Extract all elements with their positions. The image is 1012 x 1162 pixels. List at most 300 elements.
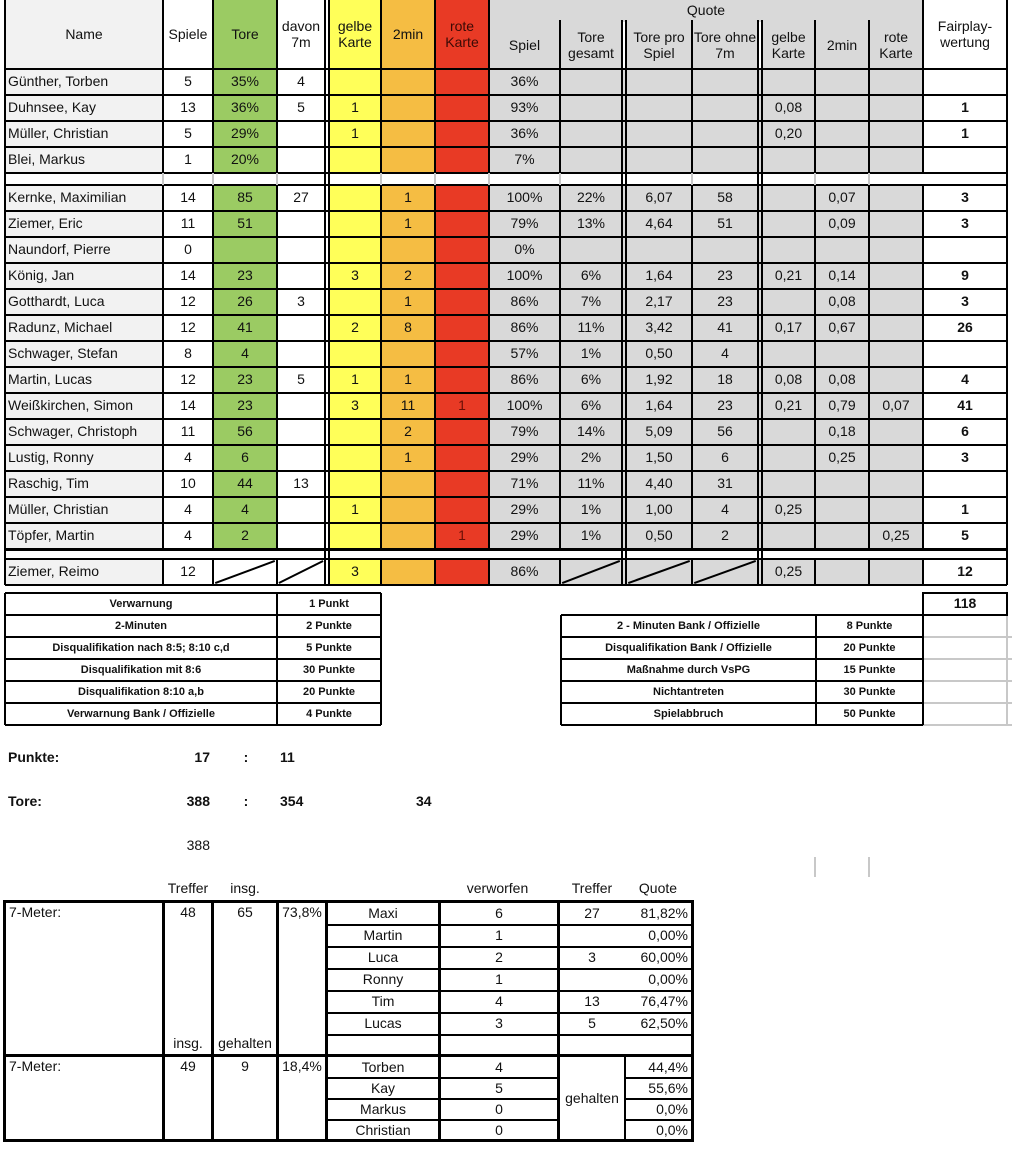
col-divider [162, 185, 164, 549]
cell-q-tps: 1,92 [626, 367, 692, 393]
punkte-label: Punkte: [8, 749, 60, 766]
cell-q-gelb: 0,17 [762, 315, 815, 341]
cell-q-spiel: 93% [489, 95, 560, 121]
header-quote-spiel: Spiel [508, 36, 541, 53]
cell-q-2min: 0,08 [815, 289, 869, 315]
cell-davon7m [277, 341, 325, 367]
cell-tore: 44 [213, 471, 277, 497]
cell-fair: 1 [961, 99, 969, 116]
cell-name: Lustig, Ronny [5, 445, 163, 471]
cell-q-2min: 0,14 [815, 263, 869, 289]
cell-name: Raschig, Tim [5, 471, 163, 497]
col-divider [814, 559, 816, 585]
cell-tore: 23 [213, 263, 277, 289]
cell-q-tps [626, 147, 692, 173]
cell-q-tg: 1% [560, 497, 622, 523]
cell-name: Martin, Lucas [5, 367, 163, 393]
cell-spiele: 5 [184, 73, 192, 90]
cell-q-gelb [762, 445, 815, 471]
cell-gelb [329, 185, 381, 211]
col-divider [624, 1057, 626, 1139]
cell-rot [435, 445, 489, 471]
rule-label: Disqualifikation Bank / Offizielle [605, 641, 772, 654]
rule-label: Verwarnung Bank / Offizielle [67, 707, 215, 720]
cell-zwei: 1 [381, 445, 435, 471]
cell-q-tps [626, 121, 692, 147]
keeper-value: 0 [495, 1100, 503, 1117]
cell-spiele: 11 [180, 215, 196, 232]
cell-tore: 26 [213, 289, 277, 315]
cell-q-tps: 6,07 [626, 185, 692, 211]
cell-q-gelb [762, 471, 815, 497]
row-divider [5, 340, 1007, 342]
col-divider [625, 173, 627, 185]
rule-points: 5 Punkte [306, 641, 352, 654]
col-divider [4, 0, 6, 69]
col-divider [328, 173, 330, 185]
header-treffer-2: Treffer [571, 880, 613, 897]
col-divider [1006, 559, 1008, 585]
shooter-treffer: 3 [588, 949, 596, 966]
cell-zwei: 1 [381, 367, 435, 393]
cell-davon7m [277, 121, 325, 147]
cell-q-spiel: 86% [489, 559, 560, 585]
cell-fair: 6 [961, 423, 969, 440]
shooter-quote: 81,82% [640, 905, 688, 922]
header-name: Name [65, 25, 103, 42]
cell-gelb: 3 [329, 393, 381, 419]
grid-fragment [162, 173, 164, 185]
row-divider [325, 1034, 694, 1036]
cell-fair: 1 [961, 125, 969, 142]
col-divider [328, 559, 330, 585]
cell-q-rot: 0,25 [869, 523, 923, 549]
cell-rot [435, 121, 489, 147]
cell-fair: 3 [961, 215, 969, 232]
cell-q-tg: 14% [560, 419, 622, 445]
cell-name: Kernke, Maximilian [5, 185, 163, 211]
cell-q-spiel: 71% [489, 471, 560, 497]
col-divider [380, 185, 382, 549]
shooter-verworfen: 4 [495, 993, 503, 1010]
cell-tore: 6 [213, 445, 277, 471]
cell-gelb [329, 147, 381, 173]
cell-q-rot [869, 289, 923, 315]
row-divider [5, 496, 1007, 498]
row-divider [5, 236, 1007, 238]
table-border [3, 900, 6, 1142]
header-quote: Quote [638, 880, 678, 897]
cell-q-tps: 1,00 [626, 497, 692, 523]
cell-zwei [381, 341, 435, 367]
cell-q-to7 [692, 95, 758, 121]
rule-label: Disqualifikation mit 8:6 [80, 663, 202, 676]
keeper-name: Torben [361, 1058, 405, 1075]
cell-name: Ziemer, Eric [5, 211, 163, 237]
grid-fragment [380, 173, 382, 185]
cell-gelb [329, 341, 381, 367]
cell-q-gelb [762, 147, 815, 173]
cell-q-2min: 0,07 [815, 185, 869, 211]
cell-q-tps: 5,09 [626, 419, 692, 445]
punkte-minus: 11 [280, 749, 295, 766]
cell-davon7m [277, 237, 325, 263]
cell-tore: 20% [213, 147, 277, 173]
tore-plus: 388 [186, 793, 210, 810]
cell-q-spiel: 29% [489, 497, 560, 523]
header-verworfen: verworfen [466, 880, 529, 897]
col-divider [691, 559, 693, 585]
cell-spiele: 12 [180, 563, 196, 580]
cell-spiele: 14 [180, 397, 196, 414]
keeper-value: 4 [495, 1058, 503, 1075]
cell-davon7m [277, 393, 325, 419]
cell-q-2min [815, 121, 869, 147]
cell-fair [923, 471, 1007, 497]
col-divider [324, 173, 326, 185]
header-quote-tore-pro-spiel: Tore pro Spiel [633, 29, 685, 61]
grid-fragment [868, 857, 870, 877]
col-divider [328, 69, 330, 173]
col-divider [488, 0, 490, 69]
cell-zwei: 11 [381, 393, 435, 419]
cell-q-2min [815, 341, 869, 367]
cell-gelb: 3 [329, 559, 381, 585]
row-divider [5, 522, 1007, 524]
cell-gelb [329, 237, 381, 263]
rule-points: 2 Punkte [306, 619, 352, 632]
cell-zwei [381, 147, 435, 173]
cell-q-2min: 0,79 [815, 393, 869, 419]
cell-q-spiel: 7% [489, 147, 560, 173]
cell-q-tps: 1,64 [626, 263, 692, 289]
cell-zwei [381, 559, 435, 585]
grid-fragment [923, 636, 1012, 638]
cell-spiele: 14 [180, 189, 196, 206]
rule-label: Maßnahme durch VsPG [626, 663, 751, 676]
cell-gelb: 3 [329, 263, 381, 289]
cell-fair: 12 [957, 563, 973, 580]
cell-spiele: 14 [180, 267, 196, 284]
col-divider [761, 185, 763, 549]
cell-gelb: 1 [329, 497, 381, 523]
keeper-value: 0 [495, 1121, 503, 1138]
cell-spiele: 4 [184, 527, 192, 544]
cell-zwei: 1 [381, 211, 435, 237]
cell-davon7m [277, 147, 325, 173]
shooter-treffer: 5 [588, 1015, 596, 1032]
col-divider [761, 69, 763, 173]
cell-q-to7: 2 [692, 523, 758, 549]
cell-davon7m [277, 445, 325, 471]
col-divider [868, 559, 870, 585]
rule-label: Spielabbruch [653, 707, 724, 720]
col-divider [625, 185, 627, 549]
col-divider [559, 185, 561, 549]
rule-points: 1 Punkt [309, 597, 349, 610]
col-divider [761, 173, 763, 185]
header-fairplay: Fairplay-wertung [937, 18, 993, 50]
seven-m-gehalten-2: 9 [241, 1058, 249, 1075]
col-divider [691, 20, 693, 69]
cell-zwei [381, 471, 435, 497]
cell-q-to7 [692, 69, 758, 95]
row-divider [5, 314, 1007, 316]
cell-q-tg: 6% [560, 393, 622, 419]
diagonal-strike [693, 560, 757, 584]
cell-zwei [381, 523, 435, 549]
keepers-gehalten-label: gehalten [565, 1090, 619, 1107]
header-quote-2min: 2min [826, 36, 858, 53]
row-divider [5, 262, 1007, 264]
cell-rot [435, 211, 489, 237]
rule-points: 30 Punkte [843, 685, 896, 698]
cell-q-tps [626, 237, 692, 263]
cell-q-tg: 2% [560, 445, 622, 471]
cell-fair [923, 147, 1007, 173]
cell-q-2min [815, 497, 869, 523]
cell-rot: 1 [435, 393, 489, 419]
cell-q-rot [869, 497, 923, 523]
cell-zwei [381, 121, 435, 147]
col-divider [922, 0, 924, 69]
cell-q-2min [815, 95, 869, 121]
col-divider [621, 20, 623, 69]
cell-q-spiel: 86% [489, 289, 560, 315]
col-divider [276, 559, 278, 585]
cell-rot [435, 289, 489, 315]
cell-q-to7: 56 [692, 419, 758, 445]
cell-davon7m [277, 523, 325, 549]
cell-davon7m: 5 [297, 99, 305, 116]
cell-tore: 35% [213, 69, 277, 95]
grid-fragment [868, 173, 870, 185]
rule-points: 50 Punkte [843, 707, 896, 720]
cell-rot [435, 419, 489, 445]
rule-points: 8 Punkte [846, 619, 893, 632]
cell-rot [435, 263, 489, 289]
shooter-name: Maxi [368, 905, 398, 922]
col-divider [162, 0, 164, 69]
col-divider [691, 69, 693, 173]
cell-tore: 23 [213, 367, 277, 393]
cell-davon7m: 3 [297, 293, 305, 310]
shooter-name: Ronny [362, 971, 404, 988]
cell-name: Naundorf, Pierre [5, 237, 163, 263]
cell-q-spiel: 100% [489, 263, 560, 289]
cell-fair: 3 [961, 449, 969, 466]
cell-tore: 4 [213, 497, 277, 523]
rule-points: 15 Punkte [843, 663, 896, 676]
cell-q-tg: 11% [560, 315, 622, 341]
cell-q-tg [560, 147, 622, 173]
shooter-quote: 0,00% [648, 971, 688, 988]
col-divider [276, 900, 279, 1142]
shooter-treffer [560, 969, 624, 991]
col-divider [868, 185, 870, 549]
cell-fair: 3 [961, 189, 969, 206]
tore-diff: 34 [416, 793, 432, 810]
row-divider [561, 614, 923, 616]
col-divider [761, 20, 763, 69]
cell-tore: 29% [213, 121, 277, 147]
shooter-verworfen: 1 [495, 971, 503, 988]
grid-fragment [434, 173, 436, 185]
cell-rot [435, 185, 489, 211]
cell-q-tg: 1% [560, 523, 622, 549]
cell-q-spiel: 100% [489, 393, 560, 419]
cell-rot [435, 367, 489, 393]
cell-spiele: 0 [184, 241, 192, 258]
row-divider [5, 724, 381, 726]
col-divider [434, 69, 436, 173]
cell-q-gelb: 0,25 [762, 497, 815, 523]
header-quote-rote: rote Karte [879, 29, 913, 61]
cell-q-2min: 0,25 [815, 445, 869, 471]
cell-fair [923, 69, 1007, 95]
rule-points: 20 Punkte [303, 685, 355, 698]
cell-zwei: 2 [381, 263, 435, 289]
cell-q-gelb: 0,21 [762, 263, 815, 289]
cell-rot [435, 471, 489, 497]
col-divider [328, 0, 330, 69]
cell-name: Müller, Christian [5, 497, 163, 523]
cell-q-rot [869, 341, 923, 367]
cell-tore: 56 [213, 419, 277, 445]
cell-q-rot [869, 69, 923, 95]
row-divider [5, 288, 1007, 290]
cell-q-to7: 18 [692, 367, 758, 393]
cell-q-gelb: 0,20 [762, 121, 815, 147]
col-divider [814, 185, 816, 549]
cell-q-2min [815, 523, 869, 549]
shooter-name: Tim [371, 993, 395, 1010]
grid-fragment [1006, 615, 1008, 725]
cell-spiele: 1 [184, 151, 192, 168]
shooter-verworfen: 1 [495, 927, 503, 944]
cell-spiele: 12 [180, 293, 196, 310]
grid-fragment [691, 173, 693, 185]
cell-gelb: 2 [329, 315, 381, 341]
seven-m-label-2: 7-Meter: [9, 1058, 62, 1075]
cell-davon7m: 4 [297, 73, 305, 90]
header-quote-tore-gesamt: Tore gesamt [568, 29, 614, 61]
cell-q-spiel: 79% [489, 211, 560, 237]
row-divider [5, 418, 1007, 420]
cell-tore [213, 237, 277, 263]
cell-name: Weißkirchen, Simon [5, 393, 163, 419]
diagonal-strike [214, 560, 276, 584]
cell-zwei: 2 [381, 419, 435, 445]
cell-q-2min: 0,08 [815, 367, 869, 393]
cell-rot: 1 [435, 523, 489, 549]
cell-q-2min [815, 471, 869, 497]
cell-q-rot [869, 445, 923, 471]
row-divider [5, 210, 1007, 212]
table-border [691, 900, 694, 1142]
rule-label: 2 - Minuten Bank / Offizielle [616, 619, 761, 632]
cell-tore: 4 [213, 341, 277, 367]
col-divider [560, 615, 562, 725]
cell-rot [435, 497, 489, 523]
cell-zwei [381, 497, 435, 523]
rule-points: 20 Punkte [843, 641, 896, 654]
grid-fragment [559, 173, 561, 185]
col-divider [488, 69, 490, 173]
shooter-name: Lucas [364, 1015, 402, 1032]
cell-name: Töpfer, Martin [5, 523, 163, 549]
cell-q-gelb [762, 69, 815, 95]
col-divider [922, 592, 924, 615]
cell-q-spiel: 86% [489, 315, 560, 341]
col-divider [625, 559, 627, 585]
cell-fair [923, 341, 1007, 367]
col-divider [4, 185, 6, 549]
col-divider [625, 20, 627, 69]
cell-zwei: 1 [381, 289, 435, 315]
cell-q-to7: 4 [692, 497, 758, 523]
cell-davon7m [277, 315, 325, 341]
cell-gelb [329, 523, 381, 549]
col-divider [276, 69, 278, 173]
cell-tore: 41 [213, 315, 277, 341]
col-divider [324, 185, 326, 549]
cell-q-rot [869, 185, 923, 211]
col-divider [4, 69, 6, 173]
col-divider [380, 0, 382, 69]
row-divider [5, 558, 1007, 560]
col-divider [757, 20, 759, 69]
cell-q-rot [869, 559, 923, 585]
cell-name: Schwager, Stefan [5, 341, 163, 367]
cell-tore: 36% [213, 95, 277, 121]
shooter-quote: 60,00% [640, 949, 688, 966]
col-divider [488, 185, 490, 549]
cell-fair: 3 [961, 293, 969, 310]
shooter-name: Luca [367, 949, 399, 966]
cell-q-to7: 23 [692, 289, 758, 315]
tore-colon: : [243, 793, 249, 810]
cell-q-rot [869, 211, 923, 237]
col-divider [814, 69, 816, 173]
cell-q-to7 [692, 147, 758, 173]
keeper-value: 5 [495, 1079, 503, 1096]
cell-davon7m: 5 [297, 371, 305, 388]
cell-fair: 9 [961, 267, 969, 284]
cell-q-gelb: 0,08 [762, 95, 815, 121]
cell-q-2min: 0,18 [815, 419, 869, 445]
col-divider [621, 173, 623, 185]
cell-q-to7: 31 [692, 471, 758, 497]
rule-label: Nichtantreten [653, 685, 724, 698]
col-divider [4, 173, 6, 185]
sub-insg: insg. [173, 1035, 203, 1052]
cell-q-to7: 23 [692, 393, 758, 419]
header-2min: 2min [392, 25, 424, 42]
col-divider [1006, 173, 1008, 185]
cell-q-rot [869, 237, 923, 263]
cell-spiele: 4 [184, 501, 192, 518]
cell-q-gelb [762, 341, 815, 367]
cell-name: Müller, Christian [5, 121, 163, 147]
cell-name: Ziemer, Reimo [5, 559, 163, 585]
tore-label: Tore: [8, 793, 42, 810]
col-divider [434, 185, 436, 549]
cell-fair: 41 [957, 397, 973, 414]
cell-name: Blei, Markus [5, 147, 163, 173]
cell-q-rot [869, 147, 923, 173]
cell-spiele: 12 [180, 319, 196, 336]
